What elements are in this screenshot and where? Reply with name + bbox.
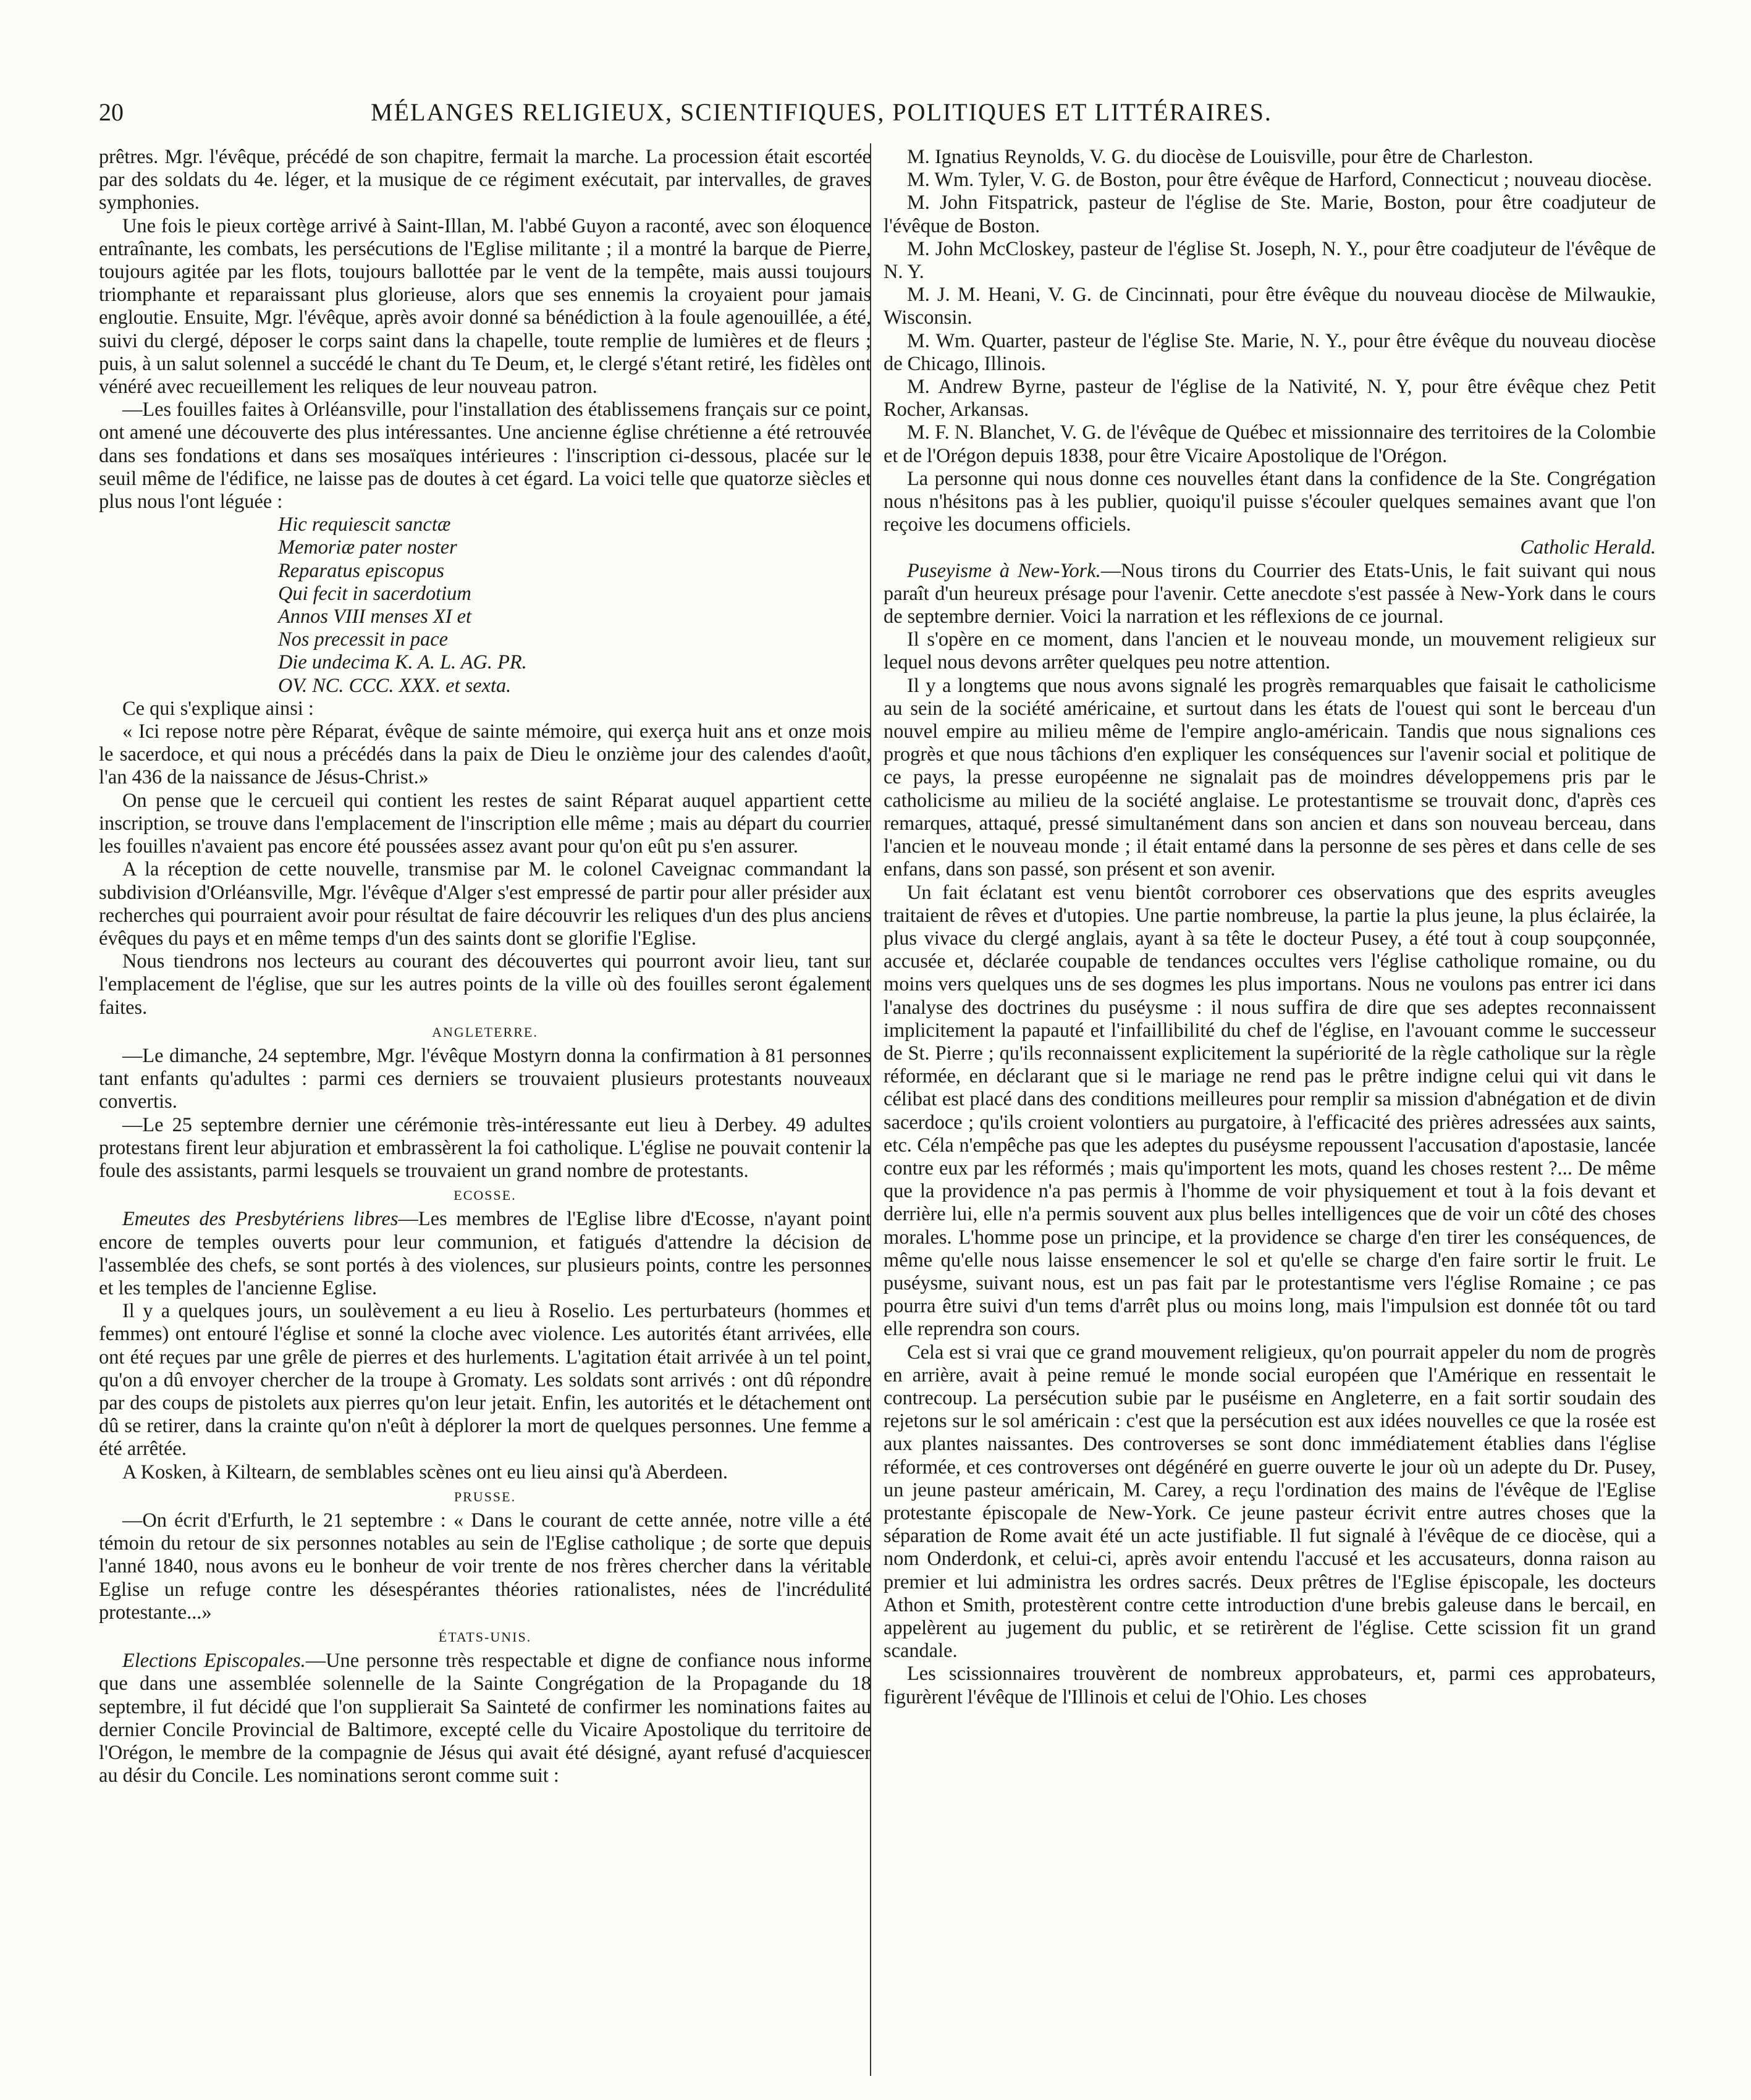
article-body: —Les membres de l'Eglise libre d'Ecosse, n'ayant point encore de temples ouverts pour leur communion, et fatigués d'attendre la décision de l'assemblée des chefs, se sont portés à des violences, sur plusieurs points, contre les personnes et les temples de l'ancienne Eglise. [99, 1208, 871, 1299]
inscription-line: Annos VIII menses XI et [278, 605, 472, 628]
article-lead: Emeutes des Presbytériens libres [122, 1208, 399, 1231]
paragraph: —On écrit d'Erfurth, le 21 septembre : « Dans le courant de cette année, notre ville a été témoin du retour de six personnes notables au sein de l'Eglise catholique ; de sorte que depuis l'anné 1840, nous avons eu le bonheur de voir trente de nos frères chercher dans la véritable Eglise un refuge contre les désespérantes théories rationalistes, nées de l'incrédulité protestante...» [99, 1509, 871, 1624]
paragraph: On pense que le cercueil qui contient les restes de saint Réparat auquel appartient cette inscription, se trouve dans l'emplacement de l'inscription elle même ; mais au départ du courrier les fouilles n'avaient pas encore été poussées assez avant pour qu'on eût pu s'en assurer. [99, 789, 871, 858]
paragraph: A la réception de cette nouvelle, transmise par M. le colonel Caveignac commandant la subdivision d'Orléansville, Mgr. l'évêque d'Alger s'est empressé de partir pour aller présider aux recherches qui pourraient avoir pour résultat de faire découvrir les reliques d'un des plus anciens évêques du pays et en même temps d'un des saints dont se glorifie l'Eglise. [99, 858, 871, 950]
paragraph: Un fait éclatant est venu bientôt corroborer ces observations que des esprits aveugles traitaient de rêves et d'utopies. Une partie nombreuse, la partie la plus jeune, la plus éclairée, la plus vivace du clergé anglais, ayant à sa tête le docteur Pusey, a été tout à coup soupçonnée, accusée et, déclarée coupable de tendances occultes vers l'église catholique romaine, ou du moins vers quelques uns de ses dogmes les plus importans. Nous ne voulons pas entrer ici dans l'analyse des doctrines du puséysme : il nous suffira de dire que ses adeptes reconnaissent implicitement la papauté et l'infaillibilité du chef de l'église, en l'avouant comme le successeur de St. Pierre ; qu'ils reconnaissent explicitement la supériorité de la règle catholique sur la règle réformée, en déclarant que si le mariage ne rend pas le prêtre indigne celui qui vit dans le célibat est placé dans des conditions meilleures pour remplir sa mission d'abnégation et de divin sacerdoce ; qu'ils croient volontiers au purgatoire, à l'efficacité des prières adressées aux saints, etc. Céla n'empêche pas que les adeptes du puséysme repoussent l'accusation d'apostasie, lancée contre eux par les réformés ; mais qu'importent les mots, quand les choses restent ?... De même que la providence n'a pas permis à l'homme de voir physiquement et tout à la fois devant et derrière lui, elle n'a permis souvent aux plus belles intelligences que de voir un côté des choses morales. L'homme pose un principe, et la providence se charge d'en tirer les conséquences, de même qu'elle nous laisse ensemencer le sol et qu'elle se charge d'en faire sortir le fruit. Le puséysme, suivant nous, est un pas fait par le protestantisme vers l'église Romaine ; ce pas pourra être suivi d'un tems d'arrêt plus ou moins long, mais l'impulsion est donnée tôt ou tard elle reprendra son cours. [884, 881, 1656, 1341]
quotation: « Ici repose notre père Réparat, évêque de sainte mémoire, qui exerça huit ans et onze mois le sacerdoce, et qui nous a précédés dans la paix de Dieu le onzième jour des calendes d'août, l'an 436 de la naissance de Jésus-Christ.» [99, 720, 871, 789]
paragraph: La personne qui nous donne ces nouvelles étant dans la confidence de la Ste. Congrégation nous n'hésitons pas à les publier, quoiqu'il puisse s'écouler quelques semaines avant que l'on reçoive les documens officiels. [884, 467, 1656, 536]
running-title: MÉLANGES RELIGIEUX, SCIENTIFIQUES, POLITIQUES ET LITTÉRAIRES. [371, 98, 1272, 126]
paragraph [99, 1208, 871, 1300]
inscription-line: Qui fecit in sacerdotium [278, 582, 471, 605]
paragraph: Une fois le pieux cortège arrivé à Saint-Illan, M. l'abbé Guyon a raconté, avec son éloquence entraînante, les combats, les persécutions de l'Eglise militante ; il a montré la barque de Pierre, toujours agitée par les flots, toujours ballottée par le vent de la tempête, mais aussi toujours triomphante et reparaissant plus glorieuse, alors que ses ennemis la croyaient pour jamais engloutie. Ensuite, Mgr. l'évêque, après avoir donné sa bénédiction à la foule agenouillée, a été, suivi du clergé, déposer le corps saint dans la chapelle, toute remplie de lumières et de fleurs ; puis, à un salut solennel a succédé le chant du Te Deum, et, le clergé s'étant retiré, les fidèles ont vénéré avec recueillement les reliques de leur nouveau patron. [99, 214, 871, 398]
paragraph: Les scissionnaires trouvèrent de nombreux approbateurs, et, parmi ces approbateurs, figurèrent l'évêque de l'Illinois et celui de l'Ohio. Les choses [884, 1663, 1656, 1708]
paragraph: prêtres. Mgr. l'évêque, précédé de son chapitre, fermait la marche. La procession était escortée par des soldats du 4e. léger, et la musique de ce régiment exécutait, par intervalles, de graves symphonies. [99, 146, 871, 214]
article-body: —Une personne très respectable et digne de confiance nous informe que dans une assemblée solennelle de la Sainte Congrégation de la Propagande du 18 septembre, il fut décidé que l'on supplierait Sa Sainteté de confirmer les nominations faites au dernier Concile Provincial de Baltimore, excepté celle du Vicaire Apostolique du territoire de l'Orégon, le membre de la compagnie de Jésus qui avait été désigné, ayant refusé d'acquiescer au désir du Concile. Les nominations seront comme suit : [99, 1650, 871, 1787]
paragraph: Il y a quelques jours, un soulèvement a eu lieu à Roselio. Les perturbateurs (hommes et femmes) ont entouré l'église et sonné la cloche avec violence. Les autorités étant arrivées, elle ont été reçues par une grêle de pierres et des hurlements. L'agitation était arrivée à un tel point, qu'on a dû envoyer chercher de la troupe à Gromaty. Les soldats sont arrivés : ont dû répondre par des coups de pistolets aux pierres qu'on leur jetait. Enfin, les autorités et le détachement ont dû se retirer, dans la crainte qu'on n'eût à déplorer la mort de quelques personnes. Une femme a été arrêtée. [99, 1300, 871, 1461]
article-lead: Puseyisme à New-York. [907, 559, 1101, 582]
nomination-item: M. Ignatius Reynolds, V. G. du diocèse de Louisville, pour être de Charleston. [907, 146, 1534, 168]
nomination-item: M. John McCloskey, pasteur de l'église St. Joseph, N. Y., pour être coadjuteur de l'évêque de N. Y. [884, 237, 1656, 284]
inscription-line: Reparatus episcopus [278, 559, 444, 582]
paragraph: —Le 25 septembre dernier une cérémonie très-intéressante eut lieu à Derbey. 49 adultes protestans firent leur abjuration et embrassèrent la foi catholique. L'église ne pouvait contenir la foule des assistants, parmi lesquels se trouvaient un grand nombre de protestants. [99, 1113, 871, 1182]
article-body: —Nous tirons du Courrier des Etats-Unis, le fait suivant qui nous paraît d'un heureux présage pour l'avenir. Cette anecdote s'est passée à New-York dans le cours de septembre dernier. Voici la narration et les réflexions de ce journal. [884, 559, 1656, 628]
paragraph: Il s'opère en ce moment, dans l'ancien et le nouveau monde, un mouvement religieux sur lequel nous devons arrêter quelques peu notre attention. [884, 628, 1656, 674]
nomination-item: M. J. M. Heani, V. G. de Cincinnati, pour être évêque du nouveau diocèse de Milwaukie, Wisconsin. [884, 284, 1656, 329]
section-heading-prusse: PRUSSE. [454, 1488, 517, 1504]
latin-inscription [99, 513, 871, 698]
inscription-line: Hic requiescit sanctæ [278, 513, 451, 536]
article-lead: Elections Episcopales. [122, 1650, 306, 1672]
inscription-line: Die undecima K. A. L. AG. PR. [278, 651, 527, 674]
left-column [99, 146, 871, 2073]
nomination-item: M. Andrew Byrne, pasteur de l'église de la Nativité, N. Y, pour être évêque chez Petit Rocher, Arkansas. [884, 376, 1656, 421]
source-attribution: Catholic Herald. [1520, 536, 1656, 559]
nomination-item: M. Wm. Tyler, V. G. de Boston, pour être évêque de Harford, Connecticut ; nouveau diocèse. [907, 169, 1652, 192]
paragraph: Nous tiendrons nos lecteurs au courant des découvertes qui pourront avoir lieu, tant sur l'emplacement de l'église, que sur les autres points de la ville où des fouilles seront également faites. [99, 950, 871, 1019]
page-number: 20 [99, 98, 124, 126]
nomination-item: M. F. N. Blanchet, V. G. de l'évêque de Québec et missionnaire des territoires de la Colombie et de l'Orégon depuis 1838, pour être Vicaire Apostolique de l'Orégon. [884, 421, 1656, 467]
inscription-line: OV. NC. CCC. XXX. et sexta. [278, 674, 512, 697]
paragraph: Cela est si vrai que ce grand mouvement religieux, qu'on pourrait appeler du nom de progrès en arrière, avait à peine remué le monde social européen que l'Amérique en ressentait le contrecoup. La persécution subie par le puséisme en Angleterre, en a fait sortir soudain des rejetons sur le sol américain : c'est que la persécution est aux idées nouvelles ce que la rosée est aux plantes naissantes. Des controverses se sont donc immédiatement établies dans l'église réformée, et ces controverses ont dégénéré en guerre ouverte le jour où un adepte du Dr. Pusey, un jeune pasteur américain, M. Carey, a reçu l'ordination des mains de l'évêque de l'Eglise protestante épiscopale de New-York. Ce jeune pasteur écrivit entre autres choses que la séparation de Rome avait été un acte justifiable. Il fut signalé à l'évêque de ce diocèse, qui a nom Onderdonk, et celui-ci, après avoir entendu l'accusé et les accusateurs, donna raison au premier et lui administra les ordres sacrés. Deux prêtres de l'Eglise épiscopale, les docteurs Athon et Smith, protestèrent contre cette introduction d'une brebis galeuse dans le bercail, en appelèrent au jugement du public, et se retirèrent de l'église. Cette scission fit un grand scandale. [884, 1341, 1656, 1663]
inscription-line: Memoriæ pater noster [278, 536, 457, 559]
page-header [99, 98, 1656, 132]
right-column [884, 146, 1656, 2073]
inscription-line: Nos precessit in pace [278, 628, 448, 651]
section-heading-angleterre: ANGLETERRE. [432, 1024, 538, 1040]
paragraph: A Kosken, à Kiltearn, de semblables scènes ont eu lieu ainsi qu'à Aberdeen. [122, 1461, 728, 1483]
paragraph: Il y a longtems que nous avons signalé les progrès remarquables que faisait le catholicisme au sein de la société américaine, et surtout dans les états de l'ouest qui sont le berceau d'un nouvel empire au milieu même de l'empire anglo-américain. Tandis que nous signalions ces progrès et que nous tâchions d'en expliquer les conséquences sur l'avenir social et politique de ce pays, la presse européenne ne signalait pas de moindres développemens pris par le catholicisme au milieu de la société anglaise. Le protestantisme se trouvait donc, d'après ces remarques, attaqué, pressé simultanément dans son ancien et dans son nouveau berceau, dans l'ancien et le nouveau monde ; il était entamé dans la personne de ses pères et dans celle de ses enfans, dans son passé, son présent et son avenir. [884, 674, 1656, 881]
section-heading-etats-unis: ÉTATS-UNIS. [438, 1629, 532, 1645]
paragraph: Ce qui s'explique ainsi : [122, 697, 314, 720]
nomination-item: M. Wm. Quarter, pasteur de l'église Ste. Marie, N. Y., pour être évêque du nouveau diocèse de Chicago, Illinois. [884, 329, 1656, 375]
paragraph [884, 560, 1656, 629]
section-heading-ecosse: ECOSSE. [454, 1187, 517, 1204]
paragraph: —Le dimanche, 24 septembre, Mgr. l'évêque Mostyrn donna la confirmation à 81 personnes tant enfants qu'adultes : parmi ces derniers se trouvaient plusieurs protestants nouveaux convertis. [99, 1044, 871, 1113]
paragraph [99, 1650, 871, 1787]
paragraph: —Les fouilles faites à Orléansville, pour l'installation des établissemens français sur ce point, ont amené une découverte des plus intéressantes. Une ancienne église chrétienne a été retrouvée dans ses fondations et dans ses mosaïques intérieures : l'inscription ci-dessous, placée sur le seuil même de l'édifice, ne laisse pas de doutes à cet égard. La voici telle que quatorze siècles et plus nous l'ont léguée : [99, 398, 871, 513]
nomination-item: M. John Fitspatrick, pasteur de l'église de Ste. Marie, Boston, pour être coadjuteur de l'évêque de Boston. [884, 192, 1656, 237]
nominations-list [884, 146, 1656, 468]
